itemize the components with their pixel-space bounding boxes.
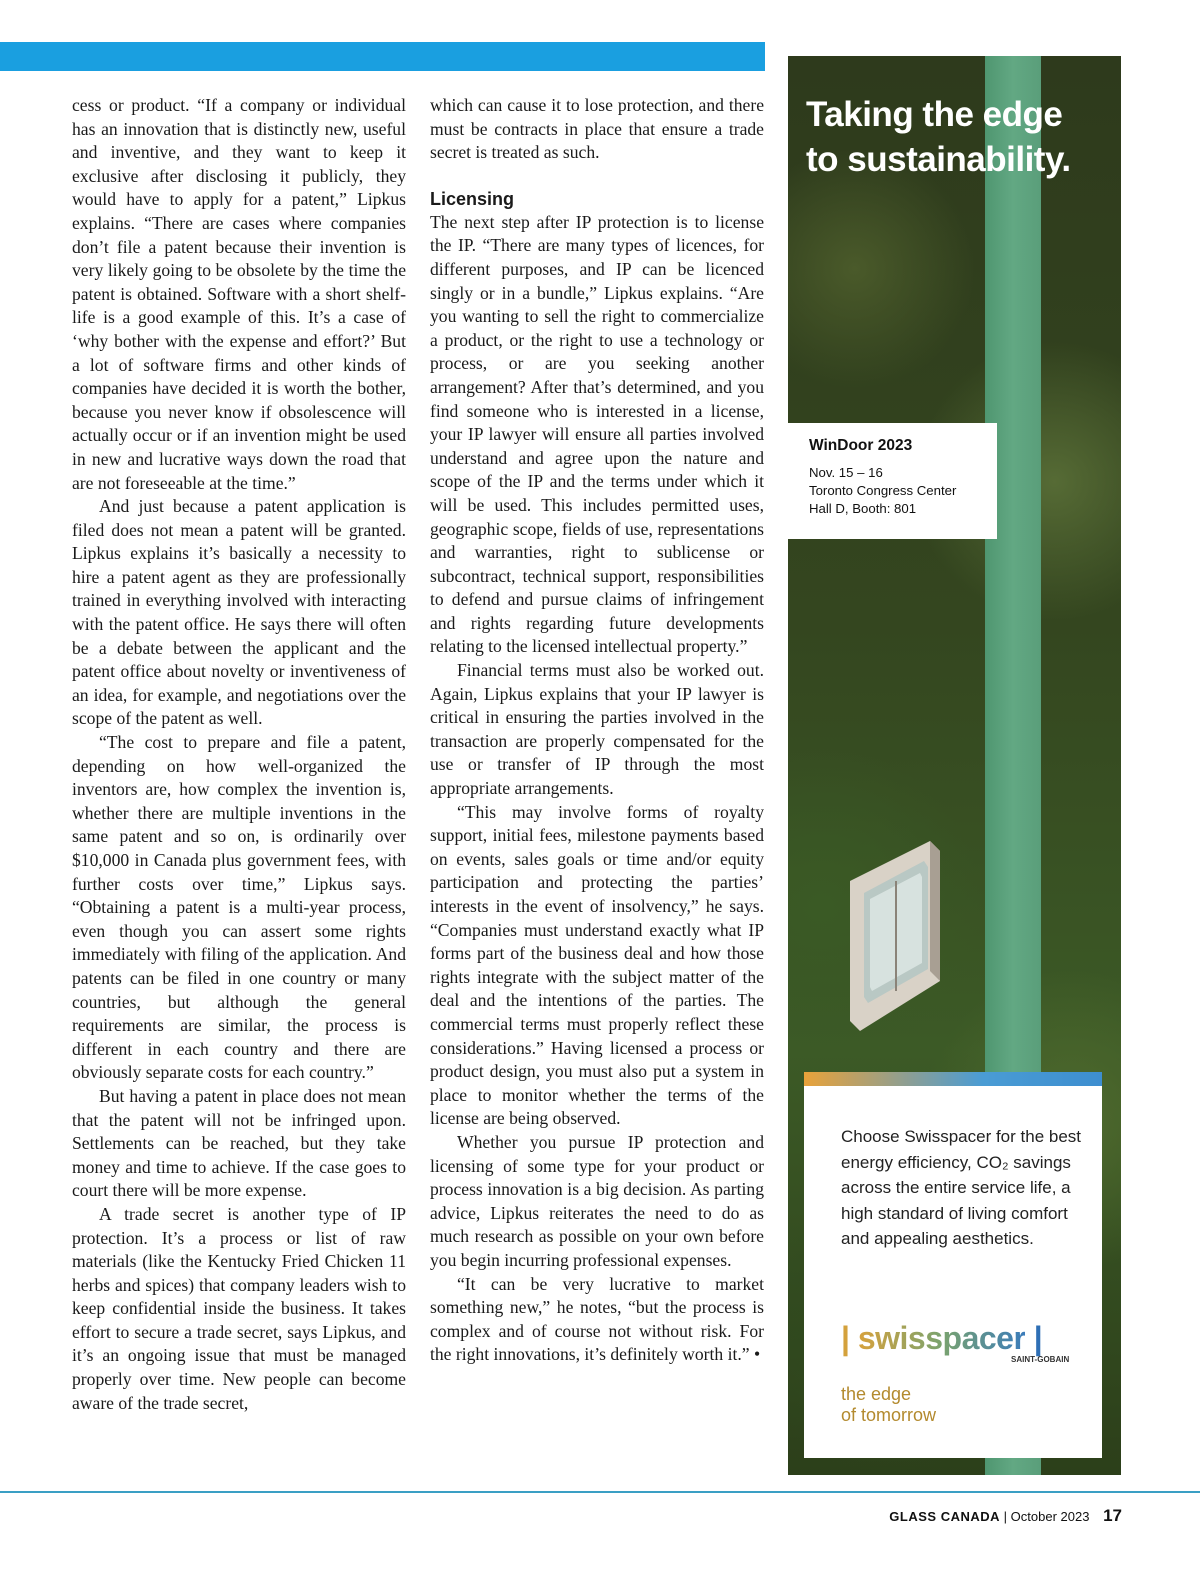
page-number: 17 <box>1103 1506 1122 1525</box>
event-dates: Nov. 15 – 16 <box>809 465 883 480</box>
window-profile-illustration <box>840 841 948 1031</box>
swisspacer-logo: | swisspacer | <box>841 1320 1043 1356</box>
paragraph: And just because a patent application is filed does not mean a patent will be granted. Lipkus explains it’s basically a necessity to hire a patent agent as they are professionally trained in everything involved with interacting with the patent office. He says there will often be a debate between the applicant and the patent office about novelty or inventiveness of an idea, for example, and negotiations over the scope of the patent as well. <box>72 496 406 729</box>
paragraph: Financial terms must also be worked out. Again, Lipkus explains that your IP lawyer is critical in ensuring the parties involved in the transaction are properly compensated for the use or transfer of IP through the most appropriate arrangements. <box>430 660 764 799</box>
paragraph: “It can be very lucrative to market something new,” he notes, “but the process is complex and of course not without risk. For the right innovations, it’s definitely worth it.” • <box>430 1273 764 1365</box>
paragraph: cess or product. “If a company or individual has an innovation that is distinctly new, useful and inventive, and they want to keep it exclusive after disclosing it publicly, they would have to apply for a patent,” Lipkus explains. “There are cases where companies don’t file a patent because their invention is very likely going to be obsolete by the time the patent is obtained. Software with a short shelf-life is a good example of this. It’s a case of ‘why bother with the expense and effort?’ But a lot of software firms and other kinds of companies have decided it is worth the bother, because you never know if obsolescence will actually occur or if an invention might be used in new and lucrative ways down the road that are not foreseeable at the time.” <box>72 95 406 493</box>
event-booth: Hall D, Booth: 801 <box>809 501 917 516</box>
page-footer <box>889 1506 1122 1526</box>
issue-date: October 2023 <box>1010 1509 1090 1524</box>
section-subhead: Licensing <box>430 188 515 209</box>
paragraph: “This may involve forms of royalty support, initial fees, milestone payments based on events, sales goals or time and/or equity participation and protecting the parties’ interests in the event of insolvency,” he says. “Companies must understand exactly what IP forms part of the business deal and how those rights integrate with the subject matter of the deal and the intentions of the parties. The commercial terms must properly reflect these considerations.” Having licensed a process or product design, you must also put a system in place to monitor whether the terms of the license are being observed. <box>430 801 764 1129</box>
event-venue: Toronto Congress Center <box>809 483 957 498</box>
footer-separator: | <box>1003 1509 1008 1524</box>
paragraph: Whether you pursue IP protection and licensing of some type for your product or process innovation is a big decision. As parting advice, Lipkus reiterates the need to do as much research as possible on your own before you begin incurring professional expenses. <box>430 1131 764 1270</box>
ad-headline: Taking the edge to sustainability. <box>806 95 1071 179</box>
paragraph: which can cause it to lose protection, and there must be contracts in place that ensure a trade secret is treated as such. <box>430 95 764 163</box>
article-column-2 <box>430 94 764 1367</box>
top-color-bar <box>0 42 765 71</box>
footer-rule <box>0 1491 1200 1493</box>
gradient-bar <box>804 1072 1102 1086</box>
ad-copy: Choose Swisspacer for the best energy efficiency, CO₂ savings across the entire service life, a high standard of living comfort and appealing aesthetics. <box>841 1127 1082 1249</box>
paragraph: “The cost to prepare and file a patent, depending on how well-organized the inventors are, how complex the invention is, whether there are multiple inventions in the same patent and so on, is ordinarily over $10,000 in Canada plus government fees, with further costs over time,” Lipkus says. “Obtaining a patent is a multi-year process, even though you can assert some rights immediately with filing of the application. And patents can be filed in one country or many countries, but although the general requirements are similar, the process is different in each country and there are obviously separate costs for each country.” <box>72 732 406 1083</box>
saint-gobain-label: SAINT-GOBAIN <box>1011 1355 1070 1364</box>
paragraph: But having a patent in place does not mean that the patent will not be infringed upon. Settlements can be reached, but they take money and time to achieve. If the case goes to court there will be more expense. <box>72 1085 406 1201</box>
ad-tagline: the edge of tomorrow <box>841 1384 937 1425</box>
article-column-1 <box>72 94 406 1415</box>
event-title: WinDoor 2023 <box>809 437 913 454</box>
swisspacer-advertisement[interactable] <box>788 56 1121 1475</box>
ad-copy-panel <box>804 1072 1102 1458</box>
event-info-box <box>788 423 997 539</box>
paragraph: A trade secret is another type of IP protection. It’s a process or list of raw materials (like the Kentucky Fried Chicken 11 herbs and spices) that company leaders wish to keep confidential inside the business. It takes effort to secure a trade secret, says Lipkus, and it’s an ongoing issue that must be managed properly over time. New people can become aware of the trade secret, <box>72 1203 406 1413</box>
paragraph: The next step after IP protection is to license the IP. “There are many types of licences, for different purposes, and IP can be licenced singly or in a bundle,” Lipkus explains. “Are you wanting to sell the right to commercialize a product, or the right to use a technology or process, or are you seeking another arrangement? After that’s determined, and you find someone who is interested in a license, your IP lawyer will ensure all parties involved understand and agree upon the nature and scope of the IP and the terms under which it will be used. This includes permitted uses, geographic scope, fields of use, representations and warranties, right to sublicense or subcontract, technical support, responsibilities to defend and pursue claims of infringement and rights regarding future developments relating to the licensed intellectual property.” <box>430 211 764 657</box>
magazine-name: GLASS CANADA <box>889 1509 1001 1524</box>
